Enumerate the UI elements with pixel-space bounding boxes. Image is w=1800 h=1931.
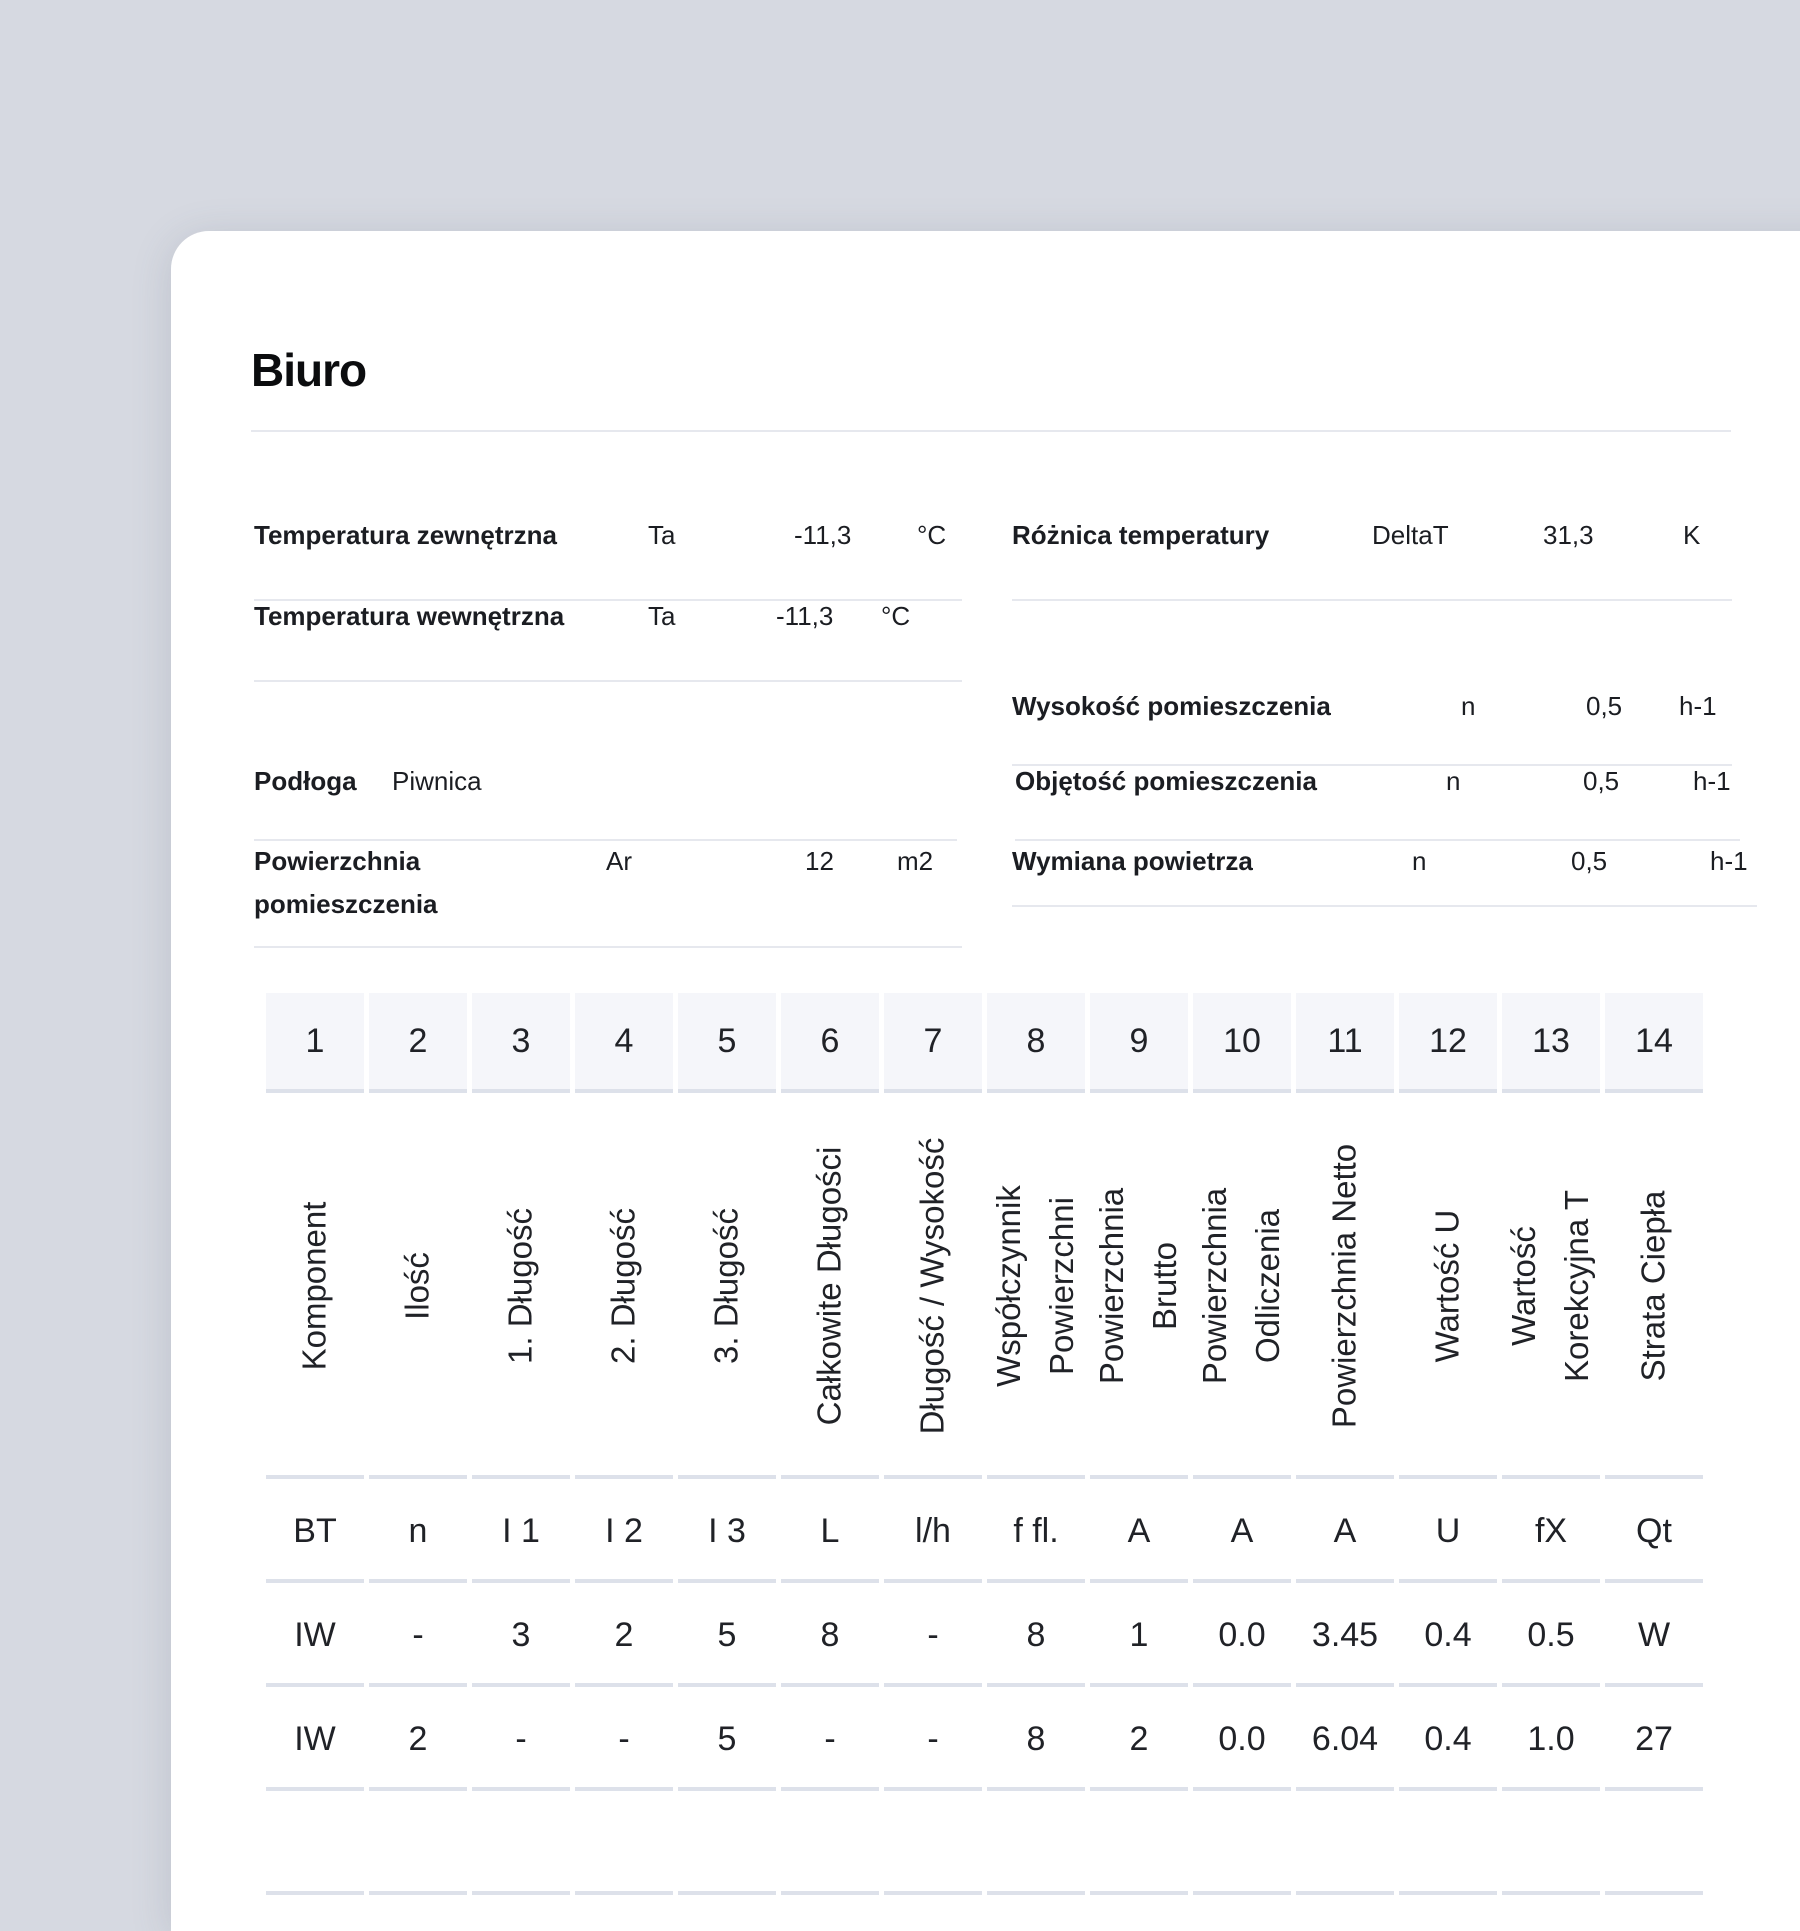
table-cell xyxy=(1502,1795,1600,1895)
table-cell xyxy=(266,1795,364,1895)
column-number: 14 xyxy=(1605,993,1703,1093)
table-cell xyxy=(1399,1795,1497,1895)
param-row-height xyxy=(1012,691,1732,766)
param-value: -11,3 xyxy=(794,520,852,550)
table-cell: W xyxy=(1605,1587,1703,1687)
table-cell: 0.0 xyxy=(1193,1691,1291,1791)
column-name-line: Całkowite Długości xyxy=(810,1146,848,1426)
symbol-cell: I 1 xyxy=(472,1483,570,1583)
column-number: 7 xyxy=(884,993,982,1093)
table-cell xyxy=(369,1795,467,1895)
column-number: 11 xyxy=(1296,993,1394,1093)
column-name-line: Powierzchnia xyxy=(1093,1187,1131,1385)
column-name-line: Współczynnik xyxy=(990,1185,1028,1387)
param-label: Podłoga xyxy=(254,766,357,796)
table-cell: IW xyxy=(266,1587,364,1687)
column-number: 3 xyxy=(472,993,570,1093)
table-cell: 5 xyxy=(678,1587,776,1687)
param-unit: h-1 xyxy=(1710,846,1748,876)
table-row xyxy=(266,1795,1703,1895)
table-cell: 3.45 xyxy=(1296,1587,1394,1687)
symbol-row xyxy=(266,1483,1703,1583)
column-name-line: Powierzchnia Netto xyxy=(1325,1143,1363,1429)
column-name-row xyxy=(266,1097,1703,1479)
symbol-cell: A xyxy=(1090,1483,1188,1583)
symbol-cell: Qt xyxy=(1605,1483,1703,1583)
table-cell: 0.5 xyxy=(1502,1587,1600,1687)
table-cell: 0.4 xyxy=(1399,1587,1497,1687)
column-name-line: 2. Długość xyxy=(604,1208,642,1364)
column-name xyxy=(575,1097,673,1479)
param-value: -11,3 xyxy=(776,601,834,631)
table-cell: 1 xyxy=(1090,1587,1188,1687)
table-cell: - xyxy=(472,1691,570,1791)
column-name xyxy=(1296,1097,1394,1479)
table-cell: - xyxy=(884,1691,982,1791)
param-label-line1: Powierzchnia xyxy=(254,846,421,876)
table-cell: 1.0 xyxy=(1502,1691,1600,1791)
table-cell: - xyxy=(369,1587,467,1687)
column-number: 5 xyxy=(678,993,776,1093)
column-name-line: Ilość xyxy=(398,1252,436,1320)
column-number: 10 xyxy=(1193,993,1291,1093)
table-cell xyxy=(987,1795,1085,1895)
column-number: 8 xyxy=(987,993,1085,1093)
column-name xyxy=(678,1097,776,1479)
param-label: Temperatura wewnętrzna xyxy=(254,601,565,631)
param-symbol: DeltaT xyxy=(1372,520,1449,550)
table-cell: - xyxy=(884,1587,982,1687)
param-label: Wymiana powietrza xyxy=(1012,846,1253,876)
column-name-line: Wartość xyxy=(1505,1226,1543,1346)
table-cell: 2 xyxy=(575,1587,673,1687)
column-number: 6 xyxy=(781,993,879,1093)
param-value: 31,3 xyxy=(1543,520,1594,550)
param-row-air xyxy=(1012,846,1757,907)
column-number: 12 xyxy=(1399,993,1497,1093)
symbol-cell: fX xyxy=(1502,1483,1600,1583)
table-cell xyxy=(1090,1795,1188,1895)
table-cell: 8 xyxy=(987,1691,1085,1791)
table-cell xyxy=(1296,1795,1394,1895)
column-name xyxy=(987,1097,1085,1479)
param-value: 0,5 xyxy=(1571,846,1608,876)
column-name-line: Długość / Wysokość xyxy=(913,1137,951,1435)
symbol-cell: L xyxy=(781,1483,879,1583)
table-cell xyxy=(781,1795,879,1895)
param-symbol: Ar xyxy=(606,846,632,876)
heat-loss-table xyxy=(261,989,1708,1899)
param-value: 0,5 xyxy=(1583,766,1620,796)
param-label: Temperatura zewnętrzna xyxy=(254,520,557,550)
table-cell: - xyxy=(575,1691,673,1791)
table-cell xyxy=(1193,1795,1291,1895)
table-cell xyxy=(472,1795,570,1895)
param-value: 12 xyxy=(805,846,834,876)
symbol-cell: A xyxy=(1193,1483,1291,1583)
table-cell: - xyxy=(781,1691,879,1791)
column-name xyxy=(781,1097,879,1479)
param-row-int-temp xyxy=(254,601,962,682)
column-name xyxy=(884,1097,982,1479)
column-number: 9 xyxy=(1090,993,1188,1093)
symbol-cell: l/h xyxy=(884,1483,982,1583)
param-symbol: n xyxy=(1412,846,1427,876)
table-cell: 2 xyxy=(369,1691,467,1791)
param-row-floor xyxy=(254,766,957,841)
column-name-line: Powierzchnia xyxy=(1196,1187,1234,1385)
param-label: Wysokość pomieszczenia xyxy=(1012,691,1331,721)
column-number: 1 xyxy=(266,993,364,1093)
column-name-line: Strata Ciepła xyxy=(1634,1190,1672,1382)
param-row-ext-temp xyxy=(254,520,962,601)
param-symbol: Ta xyxy=(648,601,676,631)
table-cell: 8 xyxy=(987,1587,1085,1687)
table-cell: 27 xyxy=(1605,1691,1703,1791)
param-label-line2: pomieszczenia xyxy=(254,889,438,919)
table-cell xyxy=(575,1795,673,1895)
page-title: Biuro xyxy=(251,344,367,396)
column-name xyxy=(266,1097,364,1479)
param-unit: h-1 xyxy=(1679,691,1717,721)
column-name-line: Komponent xyxy=(295,1201,333,1371)
param-label: Objętość pomieszczenia xyxy=(1015,766,1317,796)
param-unit: h-1 xyxy=(1693,766,1731,796)
title-divider xyxy=(251,430,1731,432)
column-name xyxy=(1502,1097,1600,1479)
column-name-line: 1. Długość xyxy=(501,1208,539,1364)
column-number: 13 xyxy=(1502,993,1600,1093)
param-unit: °C xyxy=(881,601,911,631)
param-row-area xyxy=(254,846,962,948)
param-unit: m2 xyxy=(897,846,934,876)
table-cell xyxy=(1605,1795,1703,1895)
table-row xyxy=(266,1587,1703,1687)
symbol-cell: I 3 xyxy=(678,1483,776,1583)
param-symbol: Ta xyxy=(648,520,676,550)
column-number-row xyxy=(266,993,1703,1093)
column-name-line: Brutto xyxy=(1146,1241,1183,1331)
param-value: 0,5 xyxy=(1586,691,1623,721)
table-cell: 8 xyxy=(781,1587,879,1687)
param-unit: °C xyxy=(917,520,947,550)
param-symbol: n xyxy=(1461,691,1476,721)
symbol-cell: n xyxy=(369,1483,467,1583)
column-name xyxy=(369,1097,467,1479)
symbol-cell: BT xyxy=(266,1483,364,1583)
param-row-delta-temp xyxy=(1012,520,1732,601)
table-cell: 0.0 xyxy=(1193,1587,1291,1687)
column-name xyxy=(472,1097,570,1479)
param-symbol: n xyxy=(1446,766,1461,796)
table-cell: 2 xyxy=(1090,1691,1188,1791)
symbol-cell: A xyxy=(1296,1483,1394,1583)
symbol-cell: I 2 xyxy=(575,1483,673,1583)
column-name xyxy=(1090,1097,1188,1479)
column-name xyxy=(1399,1097,1497,1479)
table-cell: 0.4 xyxy=(1399,1691,1497,1791)
param-value: Piwnica xyxy=(392,766,482,796)
column-name-line: 3. Długość xyxy=(707,1208,745,1364)
param-label: Różnica temperatury xyxy=(1012,520,1270,550)
table-row xyxy=(266,1691,1703,1791)
room-card xyxy=(171,231,1800,1931)
column-name xyxy=(1193,1097,1291,1479)
column-name-line: Wartość U xyxy=(1428,1209,1466,1363)
table-cell xyxy=(678,1795,776,1895)
column-number: 4 xyxy=(575,993,673,1093)
column-name-line: Powierzchni xyxy=(1043,1197,1080,1375)
symbol-cell: U xyxy=(1399,1483,1497,1583)
symbol-cell: f fl. xyxy=(987,1483,1085,1583)
column-name-line: Korekcyjna T xyxy=(1558,1190,1595,1382)
table-cell: 5 xyxy=(678,1691,776,1791)
table-cell: 3 xyxy=(472,1587,570,1687)
table-cell: 6.04 xyxy=(1296,1691,1394,1791)
param-unit: K xyxy=(1683,520,1701,550)
table-cell: IW xyxy=(266,1691,364,1791)
param-row-volume xyxy=(1015,766,1740,841)
column-name xyxy=(1605,1097,1703,1479)
table-cell xyxy=(884,1795,982,1895)
column-name-line: Odliczenia xyxy=(1249,1208,1286,1364)
column-number: 2 xyxy=(369,993,467,1093)
